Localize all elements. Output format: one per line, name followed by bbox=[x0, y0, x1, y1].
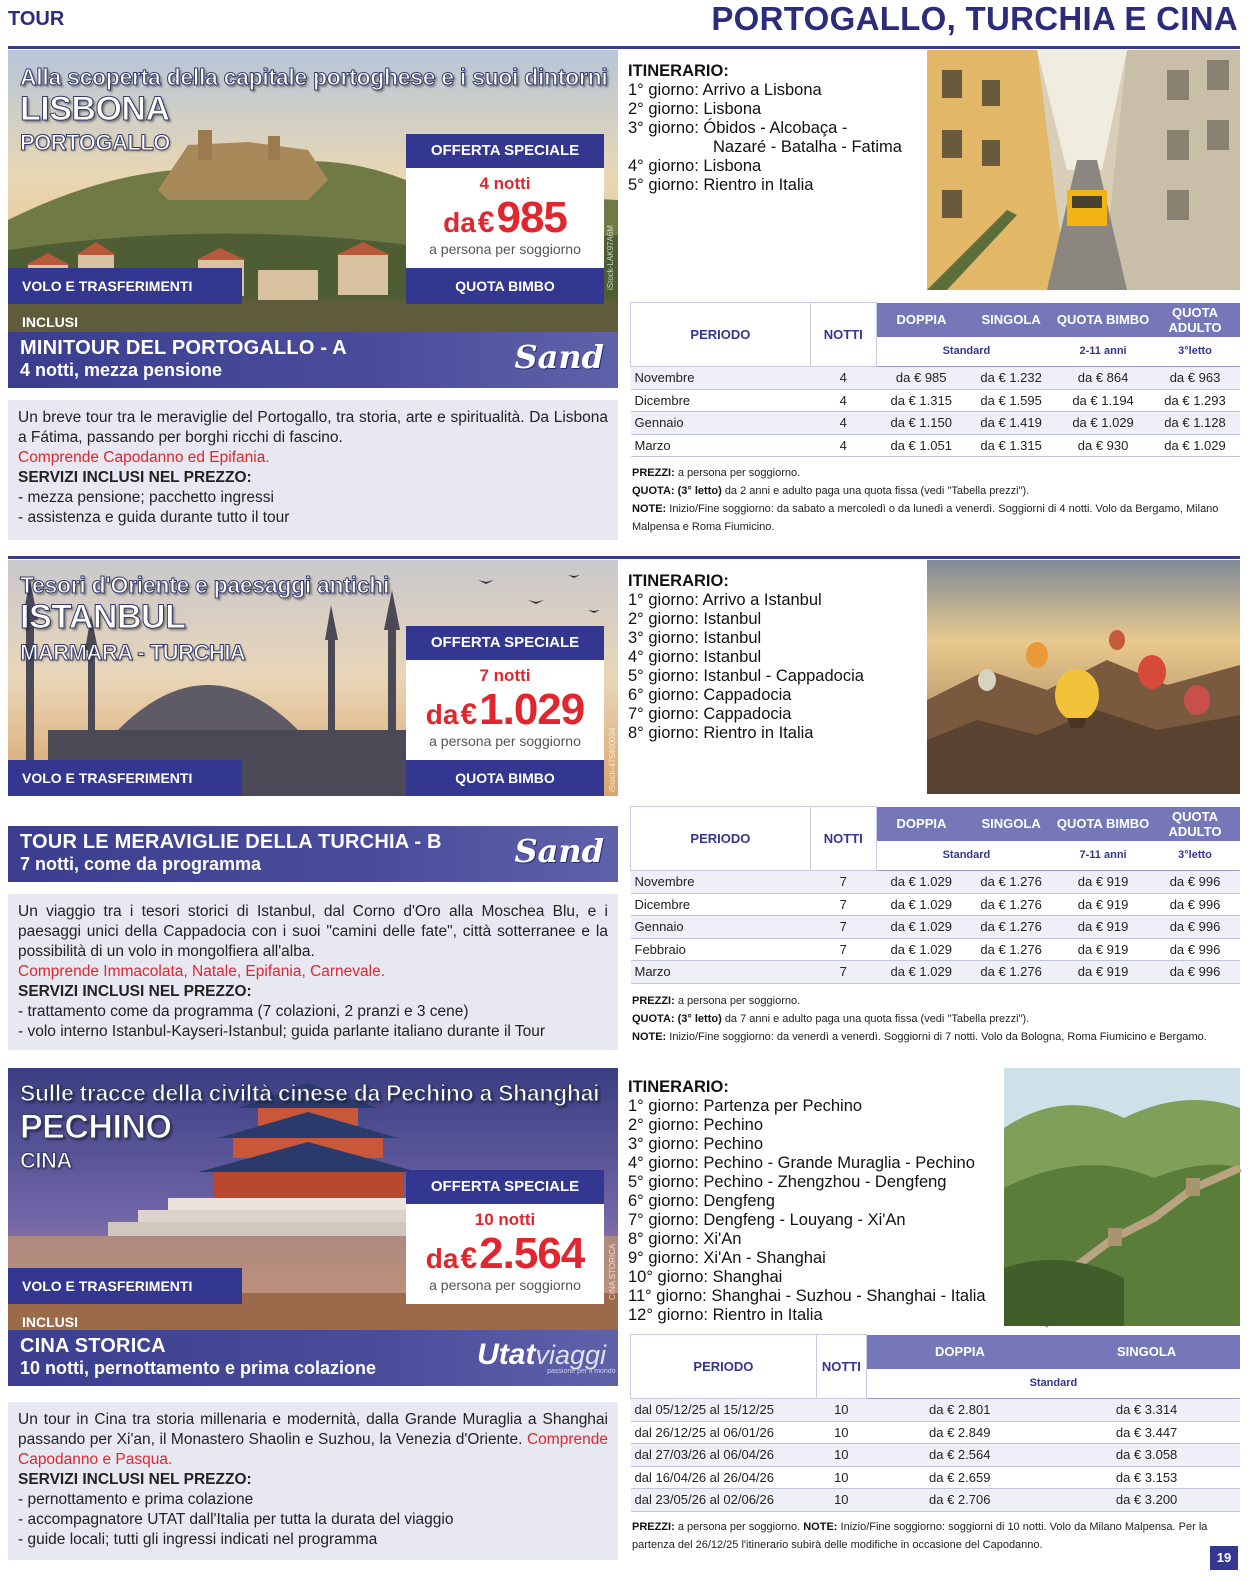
tour-description bbox=[8, 400, 618, 540]
cell: da € 1.029 bbox=[1150, 434, 1240, 457]
hero-city: PECHINO bbox=[20, 1108, 172, 1146]
offer-box bbox=[406, 626, 604, 760]
cell: da € 1.276 bbox=[966, 938, 1056, 961]
logo-word: viaggi bbox=[535, 1340, 606, 1370]
offer-nights: 4 notti bbox=[479, 174, 531, 193]
cell: da € 1.029 bbox=[876, 961, 966, 984]
cell: da € 1.276 bbox=[966, 916, 1056, 939]
cell: 10 bbox=[816, 1466, 866, 1489]
col-age-range: 2-11 anni bbox=[1056, 337, 1150, 367]
price-prefix: da bbox=[425, 1243, 459, 1274]
col-quota-adulto: QUOTA ADULTO bbox=[1150, 807, 1240, 841]
cell: da € 2.564 bbox=[866, 1444, 1053, 1467]
cell: da € 3.447 bbox=[1053, 1421, 1240, 1444]
cell: da € 1.232 bbox=[966, 367, 1056, 390]
itinerary-day: 7° giorno: Dengfeng - Louyang - Xi'An bbox=[628, 1211, 906, 1229]
tour-name: MINITOUR DEL PORTOGALLO - A bbox=[20, 337, 347, 359]
col-standard: Standard bbox=[876, 337, 1056, 367]
cell: Dicembre bbox=[631, 389, 811, 412]
table-row bbox=[631, 412, 1241, 435]
price-value: 2.564 bbox=[479, 1229, 585, 1278]
cell: da € 919 bbox=[1056, 871, 1150, 894]
hero-city: LISBONA bbox=[20, 90, 170, 128]
itinerary bbox=[628, 62, 902, 195]
col-period: PERIODO bbox=[631, 303, 811, 367]
page-number: 19 bbox=[1210, 1546, 1238, 1570]
service-item: - guide locali; tutti gli ingressi indicati nel programma bbox=[18, 1531, 378, 1548]
cell: da € 1.293 bbox=[1150, 389, 1240, 412]
cell: 7 bbox=[810, 871, 876, 894]
price-note: a persona per soggiorno bbox=[429, 241, 581, 257]
service-item: - mezza pensione; pacchetto ingressi bbox=[18, 489, 274, 506]
note-text: a persona per soggiorno. bbox=[677, 1521, 801, 1533]
hero-city: ISTANBUL bbox=[20, 598, 186, 636]
note-label: PREZZI: bbox=[632, 1521, 675, 1533]
price-note: a persona per soggiorno bbox=[429, 1277, 581, 1293]
col-quota-adulto: QUOTA ADULTO bbox=[1150, 303, 1240, 337]
table-row bbox=[631, 367, 1241, 390]
offer-label: OFFERTA SPECIALE bbox=[406, 134, 604, 168]
price-table bbox=[630, 1334, 1240, 1512]
tour-detail: 7 notti, come da programma bbox=[20, 854, 262, 874]
cell: da € 1.128 bbox=[1150, 412, 1240, 435]
cell: da € 2.849 bbox=[866, 1421, 1053, 1444]
tour-band bbox=[8, 826, 618, 882]
itinerary-day: 2° giorno: Pechino bbox=[628, 1116, 764, 1134]
services-title: SERVIZI INCLUSI NEL PREZZO: bbox=[18, 983, 252, 1000]
currency-symbol: € bbox=[460, 698, 478, 731]
tour-detail: 10 notti, pernottamento e prima colazione bbox=[20, 1358, 377, 1378]
description-highlight: Comprende Capodanno ed Epifania. bbox=[18, 449, 270, 466]
table-row bbox=[631, 1421, 1241, 1444]
itinerary-day: 11° giorno: Shanghai - Suzhou - Shanghai - Italia bbox=[628, 1287, 986, 1305]
note-line bbox=[632, 1028, 1242, 1046]
cell: da € 919 bbox=[1056, 893, 1150, 916]
itinerary-day: Nazaré - Batalha - Fatima bbox=[713, 138, 902, 156]
service-item: - trattamento come da programma (7 colazioni, 2 pranzi e 3 cene) bbox=[18, 1003, 469, 1020]
cell: da € 2.659 bbox=[866, 1466, 1053, 1489]
description-highlight: Comprende Capodanno e Pasqua. bbox=[18, 1431, 608, 1468]
hero-subtitle: Tesori d'Oriente e paesaggi antichi bbox=[20, 572, 390, 598]
itinerary-day: 6° giorno: Cappadocia bbox=[628, 686, 792, 704]
itinerary-day: 5° giorno: Pechino - Zhengzhou - Dengfeng bbox=[628, 1173, 947, 1191]
sand-logo: Sand bbox=[514, 338, 604, 376]
hero-subtitle: Alla scoperta della capitale portoghese e i suoi dintorni bbox=[20, 64, 608, 90]
cell: Novembre bbox=[631, 367, 811, 390]
divider bbox=[8, 46, 1240, 49]
cell: Febbraio bbox=[631, 938, 811, 961]
note-label: QUOTA: (3° letto) bbox=[632, 1013, 722, 1025]
table-row bbox=[631, 1466, 1241, 1489]
cell: 7 bbox=[810, 893, 876, 916]
service-item: - pernottamento e prima colazione bbox=[18, 1491, 254, 1508]
itinerary-day: 1° giorno: Arrivo a Istanbul bbox=[628, 591, 822, 609]
description-text: Un breve tour tra le meraviglie del Portogallo, tra storia, arte e spiritualità. Da Lisbona a Fátima, passando per borghi ricchi di fascino. bbox=[18, 409, 608, 446]
col-quota-bimbo: QUOTA BIMBO bbox=[1056, 303, 1150, 337]
note-text: da 2 anni e adulto paga una quota fissa (vedi "Tabella prezzi"). bbox=[724, 485, 1030, 497]
itinerary-title: ITINERARIO: bbox=[628, 62, 729, 80]
cell: Gennaio bbox=[631, 916, 811, 939]
cell: Dicembre bbox=[631, 893, 811, 916]
logo-tagline: passione per il mondo bbox=[547, 1368, 616, 1375]
logo-word: Utat bbox=[477, 1338, 536, 1371]
cell: 4 bbox=[810, 367, 876, 390]
itinerary-title: ITINERARIO: bbox=[628, 1078, 729, 1096]
col-singola: SINGOLA bbox=[966, 807, 1056, 841]
note-line bbox=[632, 500, 1242, 536]
cell: 4 bbox=[810, 434, 876, 457]
table-row bbox=[631, 938, 1241, 961]
cell: 7 bbox=[810, 961, 876, 984]
note-line bbox=[632, 464, 1242, 482]
cell: Marzo bbox=[631, 434, 811, 457]
itinerary-day: 4° giorno: Lisbona bbox=[628, 157, 762, 175]
cell: da € 1.029 bbox=[876, 916, 966, 939]
itinerary-day: 4° giorno: Istanbul bbox=[628, 648, 762, 666]
included-bar: VOLO E TRASFERIMENTI INCLUSI bbox=[8, 268, 242, 304]
cell: da € 864 bbox=[1056, 367, 1150, 390]
hero-subtitle: Sulle tracce della civiltà cinese da Pechino a Shanghai bbox=[20, 1080, 600, 1106]
table-row bbox=[631, 893, 1241, 916]
tour-description bbox=[8, 1402, 618, 1560]
col-standard: Standard bbox=[866, 1369, 1240, 1399]
page-title: PORTOGALLO, TURCHIA E CINA bbox=[711, 0, 1238, 37]
itinerary-day: 8° giorno: Rientro in Italia bbox=[628, 724, 814, 742]
offer-price bbox=[406, 685, 604, 734]
cell: da € 3.058 bbox=[1053, 1444, 1240, 1467]
note-text: a persona per soggiorno. bbox=[677, 995, 801, 1007]
table-row bbox=[631, 871, 1241, 894]
currency-symbol: € bbox=[477, 206, 495, 239]
cell: 7 bbox=[810, 938, 876, 961]
note-line bbox=[632, 1010, 1242, 1028]
price-value: 985 bbox=[496, 193, 567, 242]
cell: da € 3.200 bbox=[1053, 1489, 1240, 1512]
hero-image bbox=[8, 1068, 618, 1330]
col-singola: SINGOLA bbox=[966, 303, 1056, 337]
note-text: Inizio/Fine soggiorno: da sabato a mercoledì o da lunedì a venerdì. Soggiorni di 4 notti. Volo da Bergamo, Milano Malpensa e Roma Fiumicino. bbox=[632, 503, 1219, 533]
cappadocia-photo bbox=[927, 560, 1240, 794]
hero-image bbox=[8, 50, 618, 332]
price-prefix: da bbox=[443, 207, 476, 238]
photo-credit: iStock-LAK97A6M bbox=[606, 225, 615, 290]
itinerary-day: 1° giorno: Arrivo a Lisbona bbox=[628, 81, 822, 99]
cell: 7 bbox=[810, 916, 876, 939]
child-quote-bar: QUOTA BIMBO bbox=[406, 268, 604, 304]
cell: da € 1.029 bbox=[876, 871, 966, 894]
hero-image bbox=[8, 560, 618, 822]
col-standard: Standard bbox=[876, 841, 1056, 871]
tour-lisbona bbox=[8, 50, 1240, 540]
itinerary-day: 9° giorno: Xi'An - Shanghai bbox=[628, 1249, 826, 1267]
cell: dal 27/03/26 al 06/04/26 bbox=[631, 1444, 817, 1467]
note-text: da 7 anni e adulto paga una quota fissa (vedi "Tabella prezzi"). bbox=[724, 1013, 1030, 1025]
itinerary-day: 8° giorno: Xi'An bbox=[628, 1230, 742, 1248]
cell: da € 3.314 bbox=[1053, 1399, 1240, 1422]
cell: da € 1.194 bbox=[1056, 389, 1150, 412]
table-row bbox=[631, 916, 1241, 939]
cell: da € 919 bbox=[1056, 916, 1150, 939]
itinerary-day: 3° giorno: Pechino bbox=[628, 1135, 764, 1153]
note-label: PREZZI: bbox=[632, 467, 675, 479]
table-row bbox=[631, 961, 1241, 984]
cell: da € 996 bbox=[1150, 961, 1240, 984]
cell: da € 996 bbox=[1150, 871, 1240, 894]
col-quota-bimbo: QUOTA BIMBO bbox=[1056, 807, 1150, 841]
col-nights: NOTTI bbox=[810, 807, 876, 871]
note-label: NOTE: bbox=[803, 1521, 838, 1533]
offer-label: OFFERTA SPECIALE bbox=[406, 626, 604, 660]
cell: da € 1.315 bbox=[876, 389, 966, 412]
price-table bbox=[630, 806, 1240, 984]
included-bar: VOLO E TRASFERIMENTI INCLUSI bbox=[8, 760, 242, 796]
cell: da € 1.051 bbox=[876, 434, 966, 457]
offer-nights: 7 notti bbox=[479, 666, 531, 685]
service-item: - volo interno Istanbul-Kayseri-Istanbul; guida parlante italiano durante il Tour bbox=[18, 1023, 546, 1040]
description-body: Un tour in Cina tra storia millenaria e modernità, dalla Grande Muraglia a Shanghai passando per Xi'an, il Monastero Shaolin e Suzhou, la Venezia d'Oriente. bbox=[18, 1411, 608, 1448]
cell: da € 1.595 bbox=[966, 389, 1056, 412]
price-notes bbox=[632, 1518, 1232, 1554]
cell: da € 2.801 bbox=[866, 1399, 1053, 1422]
section-label: TOUR bbox=[8, 8, 65, 30]
hero-country: MARMARA - TURCHIA bbox=[20, 640, 246, 665]
cell: 4 bbox=[810, 389, 876, 412]
service-item: - assistenza e guida durante tutto il tour bbox=[18, 509, 290, 526]
tour-band bbox=[8, 332, 618, 388]
itinerary-day: 6° giorno: Dengfeng bbox=[628, 1192, 775, 1210]
services-title: SERVIZI INCLUSI NEL PREZZO: bbox=[18, 469, 252, 486]
col-doppia: DOPPIA bbox=[876, 303, 966, 337]
itinerary-day: 2° giorno: Lisbona bbox=[628, 100, 762, 118]
cell: da € 930 bbox=[1056, 434, 1150, 457]
table-row bbox=[631, 434, 1241, 457]
itinerary-day: 5° giorno: Istanbul - Cappadocia bbox=[628, 667, 864, 685]
sand-logo: Sand bbox=[514, 832, 604, 870]
table-row bbox=[631, 1399, 1241, 1422]
cell: 10 bbox=[816, 1444, 866, 1467]
cell: dal 16/04/26 al 26/04/26 bbox=[631, 1466, 817, 1489]
included-bar: VOLO E TRASFERIMENTI INCLUSI bbox=[8, 1268, 242, 1304]
itinerary-day: 3° giorno: Óbidos - Alcobaça - bbox=[628, 119, 848, 137]
table-row bbox=[631, 389, 1241, 412]
description-text bbox=[18, 1410, 608, 1470]
cell: da € 919 bbox=[1056, 961, 1150, 984]
cell: da € 1.029 bbox=[876, 893, 966, 916]
note-line bbox=[632, 992, 1242, 1010]
itinerary-day: 3° giorno: Istanbul bbox=[628, 629, 762, 647]
col-age-range: 7-11 anni bbox=[1056, 841, 1150, 871]
note-label: QUOTA: (3° letto) bbox=[632, 485, 722, 497]
cell: da € 919 bbox=[1056, 938, 1150, 961]
description-highlight: Comprende Immacolata, Natale, Epifania, Carnevale. bbox=[18, 963, 386, 980]
cell: da € 1.315 bbox=[966, 434, 1056, 457]
itinerary bbox=[628, 1078, 986, 1325]
tour-pechino bbox=[8, 1068, 1240, 1558]
cell: Gennaio bbox=[631, 412, 811, 435]
hero-country: CINA bbox=[20, 1148, 72, 1173]
cell: Marzo bbox=[631, 961, 811, 984]
tour-name: CINA STORICA bbox=[20, 1335, 166, 1357]
offer-nights: 10 notti bbox=[474, 1210, 536, 1229]
col-doppia: DOPPIA bbox=[876, 807, 966, 841]
offer-label: OFFERTA SPECIALE bbox=[406, 1170, 604, 1204]
price-notes bbox=[632, 464, 1242, 536]
price-note: a persona per soggiorno bbox=[429, 733, 581, 749]
cell: da € 996 bbox=[1150, 938, 1240, 961]
cell: 10 bbox=[816, 1489, 866, 1512]
cell: dal 26/12/25 al 06/01/26 bbox=[631, 1421, 817, 1444]
itinerary bbox=[628, 572, 864, 743]
itinerary-title: ITINERARIO: bbox=[628, 572, 729, 590]
tour-name: TOUR LE MERAVIGLIE DELLA TURCHIA - B bbox=[20, 831, 442, 853]
offer-box bbox=[406, 1170, 604, 1304]
photo-credit: CINA STORICA bbox=[608, 1243, 617, 1300]
cell: da € 1.419 bbox=[966, 412, 1056, 435]
cell: da € 1.276 bbox=[966, 871, 1056, 894]
note-text: a persona per soggiorno. bbox=[677, 467, 801, 479]
great-wall-photo bbox=[1004, 1068, 1240, 1326]
child-quote-bar: QUOTA BIMBO bbox=[406, 760, 604, 796]
col-period: PERIODO bbox=[631, 1335, 817, 1399]
note-label: PREZZI: bbox=[632, 995, 675, 1007]
cell: 4 bbox=[810, 412, 876, 435]
price-prefix: da bbox=[425, 699, 459, 730]
description-text: Un viaggio tra i tesori storici di Istanbul, dal Corno d'Oro alla Moschea Blu, e i paesaggi unici della Cappadocia con i suoi "camini delle fate", città sotterranee e la possibilità di un volo in mongolfiera all'alba. bbox=[18, 903, 608, 960]
itinerary-day: 7° giorno: Cappadocia bbox=[628, 705, 792, 723]
tour-istanbul bbox=[8, 560, 1240, 1050]
currency-symbol: € bbox=[460, 1242, 478, 1275]
utat-viaggi-logo bbox=[477, 1338, 616, 1375]
note-line bbox=[632, 482, 1242, 500]
cell: dal 23/05/26 al 02/06/26 bbox=[631, 1489, 817, 1512]
col-doppia: DOPPIA bbox=[866, 1335, 1053, 1369]
col-bed: 3°letto bbox=[1150, 841, 1240, 871]
price-table bbox=[630, 302, 1240, 457]
cell: da € 1.150 bbox=[876, 412, 966, 435]
cell: da € 985 bbox=[876, 367, 966, 390]
cell: da € 996 bbox=[1150, 916, 1240, 939]
offer-box bbox=[406, 134, 604, 268]
note-label: NOTE: bbox=[632, 1031, 667, 1043]
price-notes bbox=[632, 992, 1242, 1046]
col-bed: 3°letto bbox=[1150, 337, 1240, 367]
price-value: 1.029 bbox=[479, 685, 585, 734]
hero-country: PORTOGALLO bbox=[20, 130, 170, 155]
cell: 10 bbox=[816, 1399, 866, 1422]
col-nights: NOTTI bbox=[816, 1335, 866, 1399]
itinerary-day: 12° giorno: Rientro in Italia bbox=[628, 1306, 823, 1324]
note-text: Inizio/Fine soggiorno: da venerdì a venerdì. Soggiorni di 7 notti. Volo da Bologna, Roma Fiumicino e Bergamo. bbox=[669, 1031, 1207, 1043]
itinerary-day: 5° giorno: Rientro in Italia bbox=[628, 176, 814, 194]
note-text: Inizio/Fine soggiorno: soggiorni di 10 notti. Volo da Milano Malpensa. Per la partenza del 26/12/25 l'itinerario subirà delle modifiche in occasione del Capodanno. bbox=[632, 1521, 1208, 1551]
tour-detail: 4 notti, mezza pensione bbox=[20, 360, 223, 380]
service-item: - accompagnatore UTAT dall'Italia per tutta la durata del viaggio bbox=[18, 1511, 454, 1528]
tour-band bbox=[8, 1330, 618, 1386]
cell: da € 2.706 bbox=[866, 1489, 1053, 1512]
table-row bbox=[631, 1444, 1241, 1467]
cell: da € 3.153 bbox=[1053, 1466, 1240, 1489]
services-title: SERVIZI INCLUSI NEL PREZZO: bbox=[18, 1471, 252, 1488]
photo-credit: iStock-475460034 bbox=[608, 727, 617, 792]
cell: 10 bbox=[816, 1421, 866, 1444]
cell: da € 1.029 bbox=[1056, 412, 1150, 435]
note-label: NOTE: bbox=[632, 503, 667, 515]
offer-price bbox=[406, 1229, 604, 1278]
cell: da € 996 bbox=[1150, 893, 1240, 916]
divider bbox=[8, 556, 1240, 559]
col-singola: SINGOLA bbox=[1053, 1335, 1240, 1369]
itinerary-day: 1° giorno: Partenza per Pechino bbox=[628, 1097, 863, 1115]
cell: da € 1.029 bbox=[876, 938, 966, 961]
col-nights: NOTTI bbox=[810, 303, 876, 367]
tram-photo bbox=[927, 50, 1240, 290]
offer-price bbox=[406, 193, 604, 242]
cell: da € 963 bbox=[1150, 367, 1240, 390]
cell: da € 1.276 bbox=[966, 961, 1056, 984]
table-row bbox=[631, 1489, 1241, 1512]
tour-description bbox=[8, 894, 618, 1050]
itinerary-day: 2° giorno: Istanbul bbox=[628, 610, 762, 628]
itinerary-day: 10° giorno: Shanghai bbox=[628, 1268, 783, 1286]
cell: dal 05/12/25 al 15/12/25 bbox=[631, 1399, 817, 1422]
col-period: PERIODO bbox=[631, 807, 811, 871]
cell: Novembre bbox=[631, 871, 811, 894]
itinerary-day: 4° giorno: Pechino - Grande Muraglia - Pechino bbox=[628, 1154, 975, 1172]
cell: da € 1.276 bbox=[966, 893, 1056, 916]
